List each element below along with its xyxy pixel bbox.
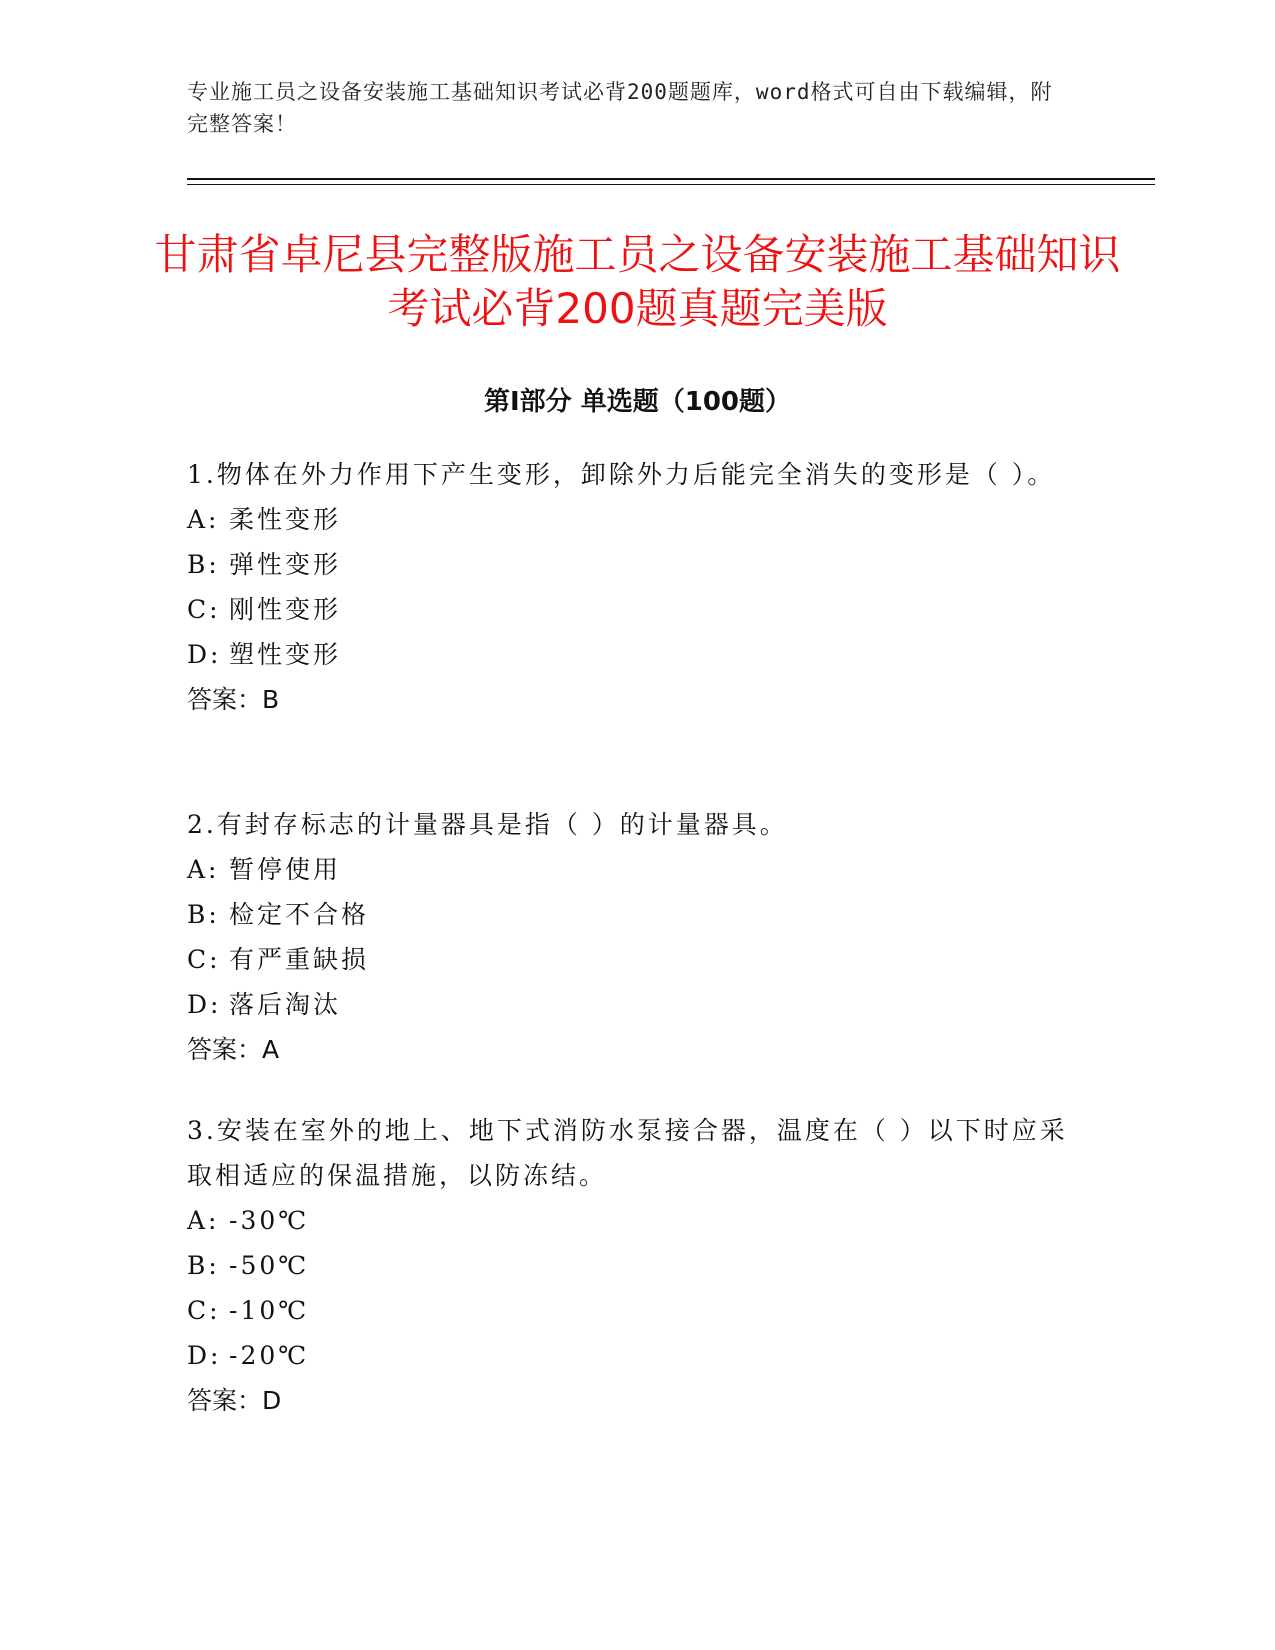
option-letter: C: (187, 945, 221, 974)
question-1 (187, 452, 1077, 722)
option-letter: B: (187, 1251, 220, 1280)
option-text: 检定不合格 (229, 900, 370, 929)
option-letter: B: (187, 900, 220, 929)
option-text: 刚性变形 (229, 595, 342, 624)
option-text: 有严重缺损 (229, 945, 370, 974)
option-b (187, 542, 1077, 587)
option-letter: B: (187, 550, 220, 579)
option-d (187, 632, 1077, 677)
option-text: 柔性变形 (229, 505, 342, 534)
option-c (187, 937, 1077, 982)
option-d (187, 1333, 1077, 1378)
option-text: 暂停使用 (229, 855, 342, 884)
option-b (187, 892, 1077, 937)
option-letter: C: (187, 595, 221, 624)
option-a (187, 847, 1077, 892)
option-text: 弹性变形 (229, 550, 342, 579)
question-3 (187, 1108, 1077, 1423)
option-a (187, 497, 1077, 542)
option-b (187, 1243, 1077, 1288)
option-c (187, 1288, 1077, 1333)
answer-line: 答案：A (187, 1035, 280, 1064)
answer-line: 答案：B (187, 685, 280, 714)
question-stem: 1.物体在外力作用下产生变形，卸除外力后能完全消失的变形是（ ）。 (187, 460, 1056, 489)
option-letter: D: (187, 1341, 222, 1370)
option-letter: D: (187, 640, 222, 669)
header-divider-thin (187, 184, 1155, 185)
option-letter: A: (187, 1206, 220, 1235)
question-stem: 3.安装在室外的地上、地下式消防水泵接合器，温度在（ ）以下时应采取相适应的保温措施，以防冻结。 (187, 1116, 1068, 1190)
option-d (187, 982, 1077, 1027)
option-letter: D: (187, 990, 222, 1019)
option-text: -30℃ (229, 1206, 310, 1235)
option-text: 落后淘汰 (229, 990, 342, 1019)
header-divider-thick (187, 178, 1155, 180)
section-title: 第I部分 单选题（100题） (484, 387, 791, 417)
option-text: -10℃ (229, 1296, 310, 1325)
option-letter: A: (187, 505, 220, 534)
option-text: -20℃ (229, 1341, 310, 1370)
option-text: 塑性变形 (229, 640, 342, 669)
option-a (187, 1198, 1077, 1243)
option-letter: C: (187, 1296, 221, 1325)
document-title: 甘肃省卓尼县完整版施工员之设备安装施工基础知识考试必背200题真题完美版 (154, 230, 1121, 333)
header-note: 专业施工员之设备安装施工基础知识考试必背200题题库，word格式可自由下载编辑，附完整答案！ (187, 80, 1053, 136)
question-2 (187, 802, 1077, 1072)
question-stem: 2.有封存标志的计量器具是指（ ）的计量器具。 (187, 810, 788, 839)
answer-line: 答案：D (187, 1386, 282, 1415)
option-letter: A: (187, 855, 220, 884)
option-c (187, 587, 1077, 632)
option-text: -50℃ (229, 1251, 310, 1280)
